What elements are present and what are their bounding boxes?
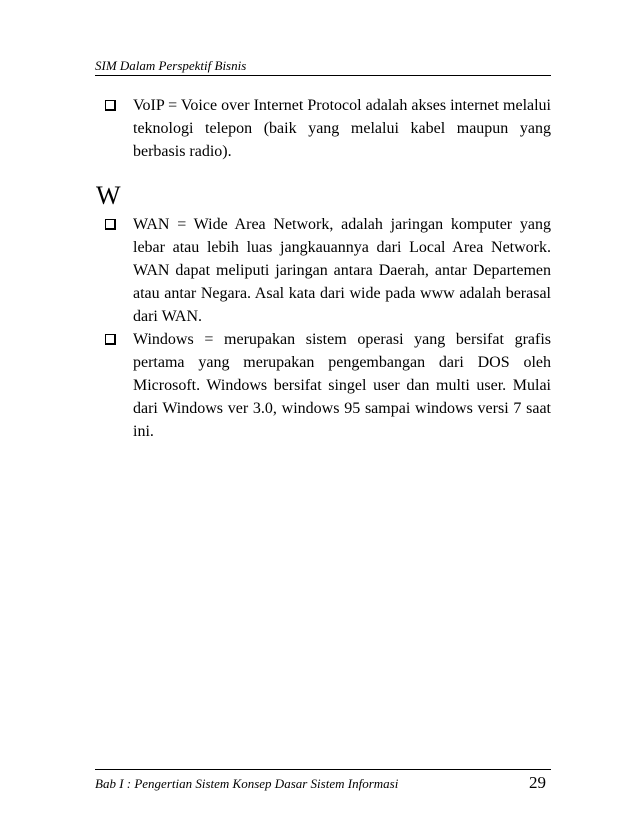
checkbox-bullet-icon [105,334,116,345]
page-content [95,94,551,443]
entry-text: Windows = merupakan sistem operasi yang bersifat grafis pertama yang merupakan pengembangan dari DOS oleh Microsoft. Windows bersifat singel user dan multi user. Mulai dari Windows ver 3.0, windows 95 sampai windows versi 7 saat ini. [133,331,551,440]
entry-text: WAN = Wide Area Network, adalah jaringan komputer yang lebar atau lebih luas jangkauannya dari Local Area Network. WAN dapat meliputi jaringan antara Daerah, antar Departemen atau antar Negara. Asal kata dari wide pada www adalah berasal dari WAN. [133,216,551,325]
chapter-title: Bab I : Pengertian Sistem Konsep Dasar Sistem Informasi [95,776,399,791]
section-letter-w: W [96,181,121,210]
glossary-entry-wan [95,213,551,328]
running-title: SIM Dalam Perspektif Bisnis [95,58,247,73]
checkbox-bullet-icon [105,219,116,230]
glossary-entry-windows [95,328,551,443]
checkbox-bullet-icon [105,100,116,111]
page-footer [95,769,551,794]
page-number: 29 [529,773,546,792]
glossary-entry-voip [95,94,551,163]
entry-text: VoIP = Voice over Internet Protocol adalah akses internet melalui teknologi telepon (baik yang melalui kabel maupun yang berbasis radio). [133,97,551,160]
page-header [95,57,551,76]
